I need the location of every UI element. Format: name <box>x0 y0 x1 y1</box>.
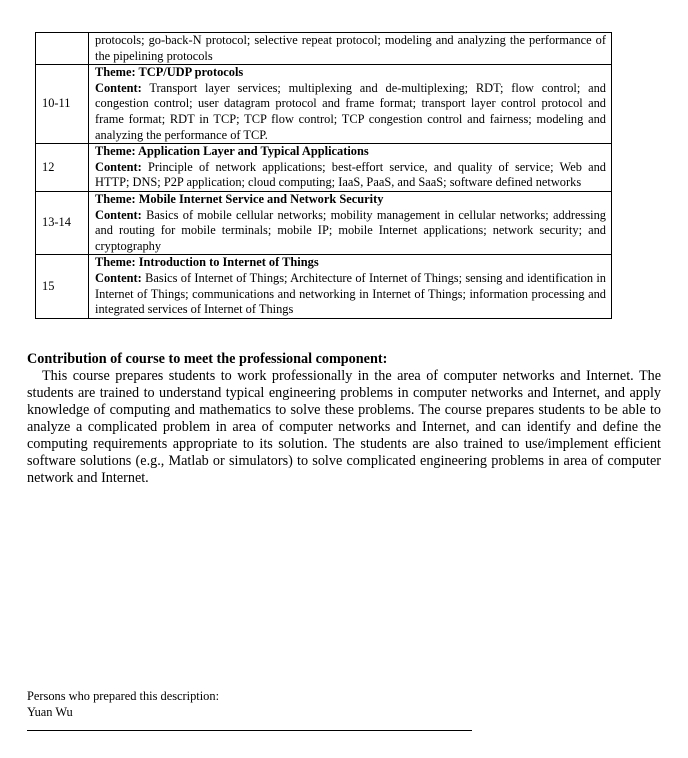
description-cell <box>89 144 612 192</box>
content-line <box>95 81 606 143</box>
description-cell <box>89 191 612 254</box>
theme-title: Mobile Internet Service and Network Security <box>138 191 384 206</box>
content-line <box>95 208 606 255</box>
table-row <box>36 255 612 318</box>
content-text: protocols; go-back-N protocol; selective repeat protocol; modeling and analyzing the performance of the pipelining protocols <box>95 33 606 63</box>
theme-line <box>95 255 606 271</box>
theme-line <box>95 65 606 81</box>
signature-line <box>27 730 472 731</box>
content-text: Transport layer services; multiplexing and de-multiplexing; RDT; flow control; and congestion control; user datagram protocol and frame format; transport layer control protocol and frame format; RDT in TCP; TCP flow control; TCP congestion control and fairness; modeling and analyzing the performance of TCP. <box>95 80 607 142</box>
theme-line <box>95 192 606 208</box>
description-cell <box>89 255 612 318</box>
course-schedule-table <box>35 32 612 319</box>
prepared-by-label: Persons who prepared this description: <box>27 689 220 703</box>
preparer-name: Yuan Wu <box>27 705 73 719</box>
theme-title: TCP/UDP protocols <box>138 65 244 80</box>
week-cell: 12 <box>36 144 89 192</box>
table-row <box>36 65 612 144</box>
contribution-heading: Contribution of course to meet the professional component: <box>27 351 388 367</box>
week-cell: 15 <box>36 255 89 318</box>
theme-label: Theme: <box>95 144 136 159</box>
theme-label: Theme: <box>95 65 136 80</box>
theme-line <box>95 144 606 160</box>
description-cell <box>89 65 612 144</box>
prepared-by-section <box>27 688 219 720</box>
content-text: Basics of Internet of Things; Architecture of Internet of Things; sensing and identification in Internet of Things; communications and networking in Internet of Things; information processing and integrated services of Internet of Things <box>95 270 606 317</box>
content-label: Content: <box>95 159 142 174</box>
contribution-body: This course prepares students to work professionally in the area of computer networks and Internet. The students are trained to understand typical engineering problems in computer networks and Internet, and apply knowledge of computing and mathematics to solve these problems. The course prepares students to be able to analyze a complicated problem in area of computer networks and Internet, and can identify and define the computing requirements appropriate to its solution. The students are also trained to use/implement efficient software solutions (e.g., Matlab or simulators) to solve complicated engineering problems in area of computer network and Internet. <box>27 368 661 486</box>
theme-label: Theme: <box>95 255 136 270</box>
table-row <box>36 191 612 254</box>
week-cell: 13-14 <box>36 191 89 254</box>
week-cell: 10-11 <box>36 65 89 144</box>
contribution-section <box>27 351 661 487</box>
table-row <box>36 144 612 192</box>
description-cell <box>89 33 612 65</box>
content-text: Principle of network applications; best-effort service, and quality of service; Web and HTTP; DNS; P2P application; cloud computing; IaaS, PaaS, and SaaS; software defined networks <box>95 159 606 190</box>
week-cell <box>36 33 89 65</box>
content-label: Content: <box>95 207 142 222</box>
table-row <box>36 33 612 65</box>
theme-title: Introduction to Internet of Things <box>138 255 319 270</box>
content-text: Basics of mobile cellular networks; mobility management in cellular networks; addressing and routing for mobile terminals; mobile IP; mobile Internet applications; network security; and cryptography <box>95 207 606 253</box>
content-line <box>95 271 606 318</box>
content-label: Content: <box>95 80 142 95</box>
theme-label: Theme: <box>95 191 136 206</box>
content-line <box>95 160 606 191</box>
content-label: Content: <box>95 270 142 285</box>
theme-title: Application Layer and Typical Applications <box>138 144 369 159</box>
